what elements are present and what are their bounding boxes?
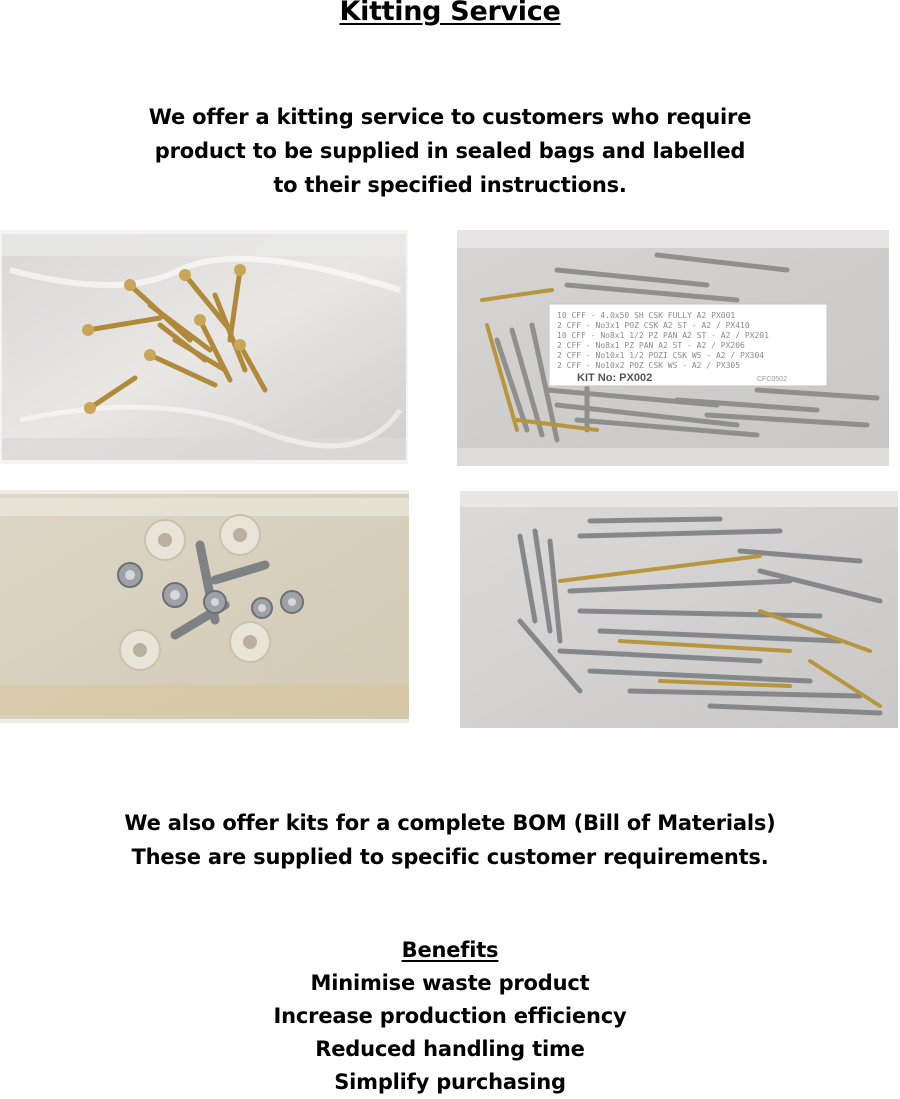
intro-line: We offer a kitting service to customers who require (148, 105, 752, 129)
page-title: Kitting Service (339, 0, 561, 27)
kit-label-line: 10 CFF - 4.0x50 SH CSK FULLY A2 PX001 (557, 311, 736, 320)
benefit-item: Reduced handling time (315, 1037, 585, 1061)
benefits-heading: Benefits (401, 938, 499, 962)
bom-line: These are supplied to specific customer requirements. (131, 845, 769, 869)
bom-line: We also offer kits for a complete BOM (Bill of Materials) (124, 811, 776, 835)
bom-text (0, 806, 900, 874)
kit-number: KIT No: PX002 (577, 372, 653, 384)
benefits-list (0, 934, 900, 1099)
kit-label-line: 2 CFF - No10x1 1/2 POZI CSK WS - A2 / PX304 (557, 351, 765, 360)
photo-brass-screws-bag (0, 230, 408, 464)
kit-label-line: 2 CFF - No10x2 POZ CSK WS - A2 / PX305 (557, 361, 741, 370)
benefit-item: Minimise waste product (310, 971, 590, 995)
intro-line: product to be supplied in sealed bags and labelled (154, 139, 746, 163)
intro-line: to their specified instructions. (273, 173, 627, 197)
benefit-item: Increase production efficiency (273, 1004, 627, 1028)
kit-label-line: 10 CFF - No8x1 1/2 PZ PAN A2 ST - A2 / PX201 (557, 331, 769, 340)
benefit-item: Simplify purchasing (334, 1070, 566, 1094)
kit-label-line: 2 CFF - No3x1 POZ CSK A2 ST - A2 / PX410 (557, 321, 750, 330)
kit-label-line: 2 CFF - No8x1 PZ PAN A2 ST - A2 / PX206 (557, 341, 745, 350)
photo-labelled-kit-bag (457, 230, 889, 466)
intro-text (0, 100, 900, 202)
photo-mixed-screws-bag (460, 491, 898, 728)
kit-code: CFC0502 (757, 376, 787, 383)
photo-washers-nuts-bag (0, 490, 409, 723)
